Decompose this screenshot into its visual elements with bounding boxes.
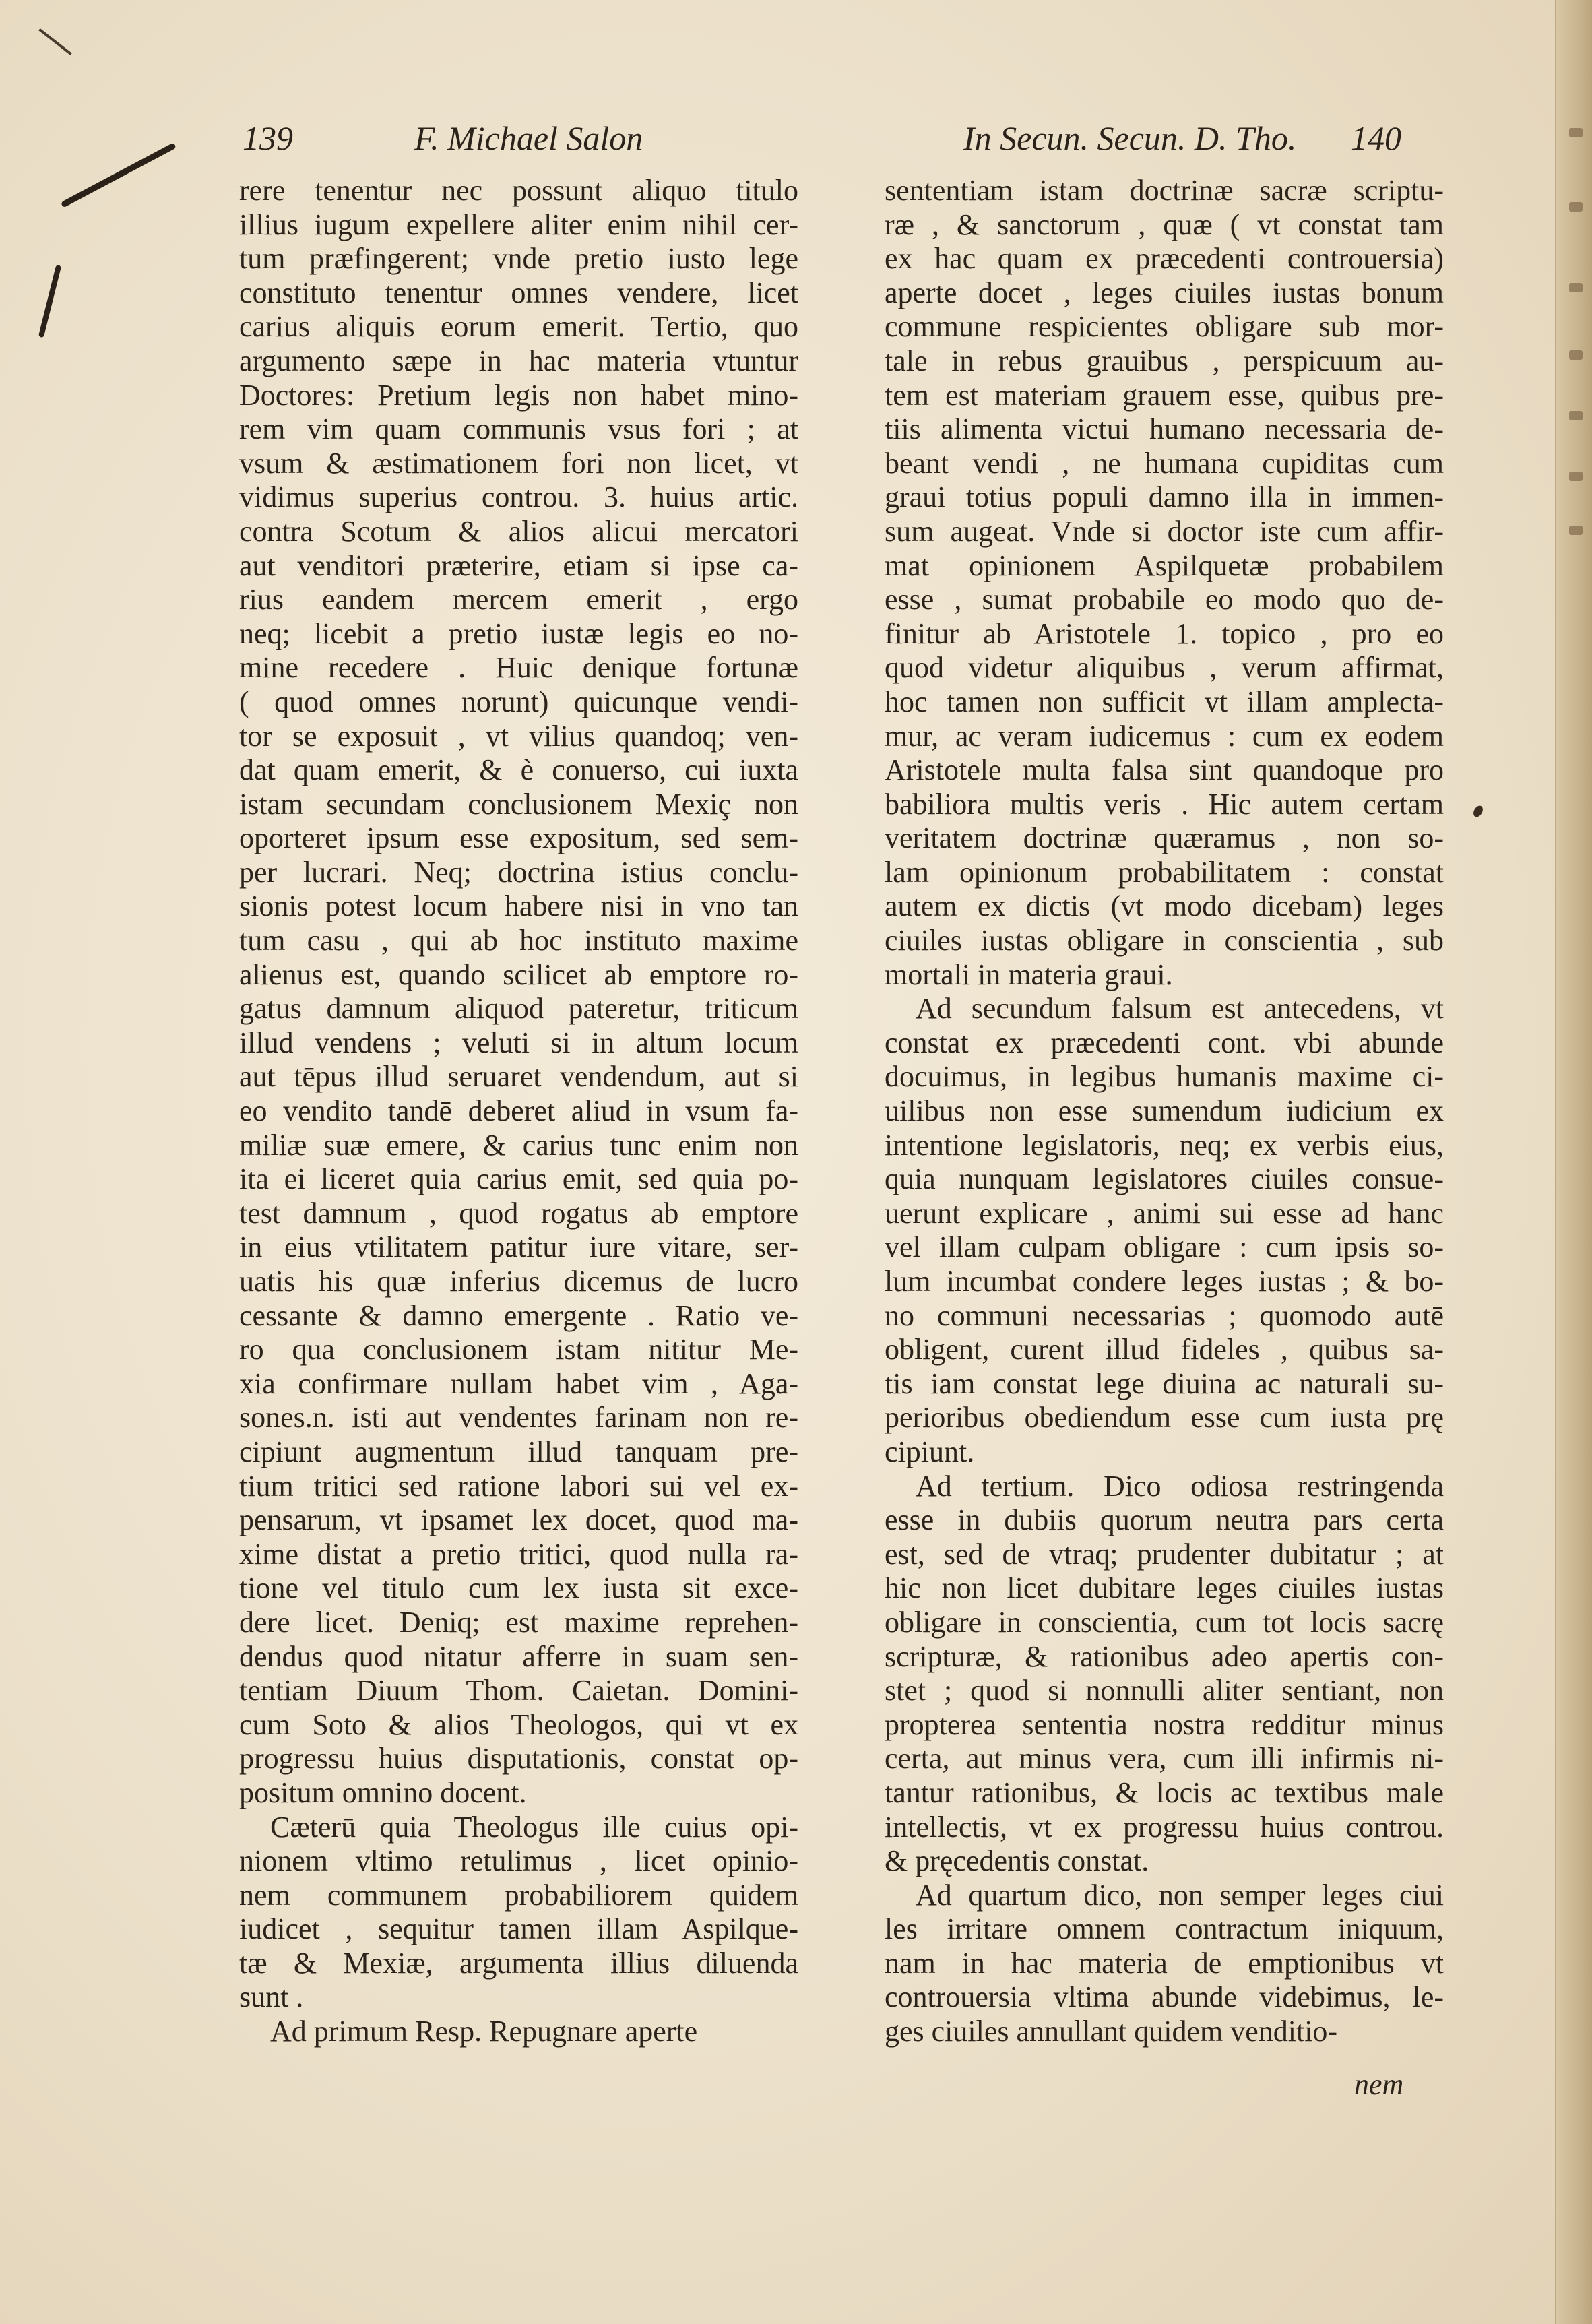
text-line: nem communem probabiliorem quidem (239, 1878, 798, 1912)
text-line: ciuiles iustas obligare in conscientia , sub (885, 924, 1444, 957)
text-line: pensarum, vt ipsamet lex docet, quod ma- (239, 1503, 798, 1537)
text-line: sunt . (239, 1980, 304, 2014)
text-line: tum præfingerent; vnde pretio iusto lege (239, 242, 798, 276)
text-line: perioribus obediendum esse cum iusta prę (885, 1401, 1444, 1435)
text-line: sum augeat. Vnde si doctor iste cum affir- (885, 514, 1444, 548)
left-page-number: 139 (243, 119, 293, 157)
text-line: nionem vltimo retulimus , licet opinio- (239, 1844, 798, 1878)
text-line: cipiunt augmentum illud tanquam pre- (239, 1435, 798, 1468)
text-line: tor se exposuit , vt vilius quandoq; ven- (239, 719, 798, 753)
text-line: tum casu , qui ab hoc instituto maxime (239, 924, 798, 957)
text-line: vsum & æstimationem fori non licet, vt (239, 446, 798, 480)
text-line: oporteret ipsum esse expositum, sed sem- (239, 821, 798, 855)
text-line: rere tenentur nec possunt aliquo titulo (239, 174, 798, 207)
text-line: finitur ab Aristotele 1. topico , pro eo (885, 617, 1444, 650)
text-line: mortali in materia graui. (885, 957, 1173, 991)
text-line: illud vendens ; veluti si in altum locum (239, 1026, 798, 1059)
edge-text-fragment (1569, 526, 1583, 535)
text-line: neq; licebit a pretio iustæ legis eo no- (239, 617, 798, 650)
text-line: uatis his quæ inferius dicemus de lucro (239, 1265, 798, 1298)
text-line: carius aliquis eorum emerit. Tertio, quo (239, 310, 798, 344)
text-line: quod videtur aliquibus , verum affirmat, (885, 651, 1444, 685)
text-line: tione vel titulo cum lex iusta sit exce- (239, 1571, 798, 1605)
text-line: Aristotele multa falsa sint quandoque pro (885, 753, 1444, 787)
text-line: intellectis, vt ex progressu huius controu. (885, 1810, 1444, 1844)
text-line: commune respicientes obligare sub mor- (885, 310, 1444, 344)
text-line: mur, ac veram iudicemus : cum ex eodem (885, 719, 1444, 753)
text-line: ræ , & sanctorum , quæ ( vt constat tam (885, 208, 1444, 241)
edge-text-fragment (1569, 128, 1583, 137)
text-line: Ad secundum falsum est antecedens, vt (916, 992, 1444, 1026)
text-line: test damnum , quod rogatus ab emptore (239, 1196, 798, 1230)
edge-text-fragment (1569, 350, 1583, 360)
text-line: veritatem doctrinæ quæramus , non so- (885, 821, 1444, 855)
text-line: tiis alimenta victui humano necessaria de- (885, 412, 1444, 446)
text-line: dat quam emerit, & è conuerso, cui iuxta (239, 753, 798, 787)
text-line: tentiam Diuum Thom. Caietan. Domini- (239, 1674, 798, 1707)
text-line: tale in rebus grauibus , perspicuum au- (885, 344, 1444, 377)
text-line: sones.n. isti aut vendentes farinam non re- (239, 1401, 798, 1435)
text-line: ges ciuiles annullant quidem venditio- (885, 2015, 1338, 2048)
text-line: esse , sumat probabile eo modo quo de- (885, 583, 1444, 617)
text-line: tem est materiam grauem esse, quibus pre- (885, 378, 1444, 412)
text-line: illius iugum expellere aliter enim nihil cer- (239, 208, 798, 241)
text-line: ( quod omnes norunt) quicunque vendi- (239, 685, 798, 718)
text-line: uerunt explicare , animi sui esse ad hanc (885, 1196, 1444, 1230)
text-line: rem vim quam communis vsus fori ; at (239, 412, 798, 446)
text-line: Ad tertium. Dico odiosa restringenda (916, 1469, 1444, 1503)
text-line: tis iam constat lege diuina ac naturali su- (885, 1367, 1444, 1400)
text-line: cum Soto & alios Theologos, qui vt ex (239, 1707, 798, 1741)
text-line: argumento sæpe in hac materia vtuntur (239, 344, 798, 377)
text-line: aut tēpus illud seruaret vendendum, aut si (239, 1060, 798, 1094)
text-line: tantur rationibus, & locis ac textibus male (885, 1776, 1444, 1809)
edge-text-fragment (1569, 472, 1583, 481)
text-line: Ad quartum dico, non semper leges ciui (916, 1878, 1444, 1912)
catchword: nem (1354, 2068, 1404, 2101)
text-line: ita ei liceret quia carius emit, sed quia po- (239, 1162, 798, 1196)
text-line: istam secundam conclusionem Mexiç non (239, 787, 798, 821)
text-line: no communi necessarias ; quomodo autē (885, 1298, 1444, 1332)
text-line: mat opinionem Aspilquetæ probabilem (885, 548, 1444, 582)
text-line: babiliora multis veris . Hic autem certam (885, 787, 1444, 821)
right-running-title: In Secun. Secun. D. Tho. (963, 119, 1297, 157)
text-line: obligent, curent illud fideles , quibus sa- (885, 1333, 1444, 1367)
text-line: autem ex dictis (vt modo dicebam) leges (885, 889, 1444, 923)
text-line: vidimus superius controu. 3. huius artic. (239, 480, 798, 514)
text-line: alienus est, quando scilicet ab emptore ro- (239, 957, 798, 991)
text-line: xime distat a pretio tritici, quod nulla ra- (239, 1537, 798, 1571)
text-line: controuersia vltima abunde videbimus, le- (885, 1980, 1444, 2014)
text-line: aut venditori præterire, etiam si ipse ca- (239, 548, 798, 582)
text-line: eo vendito tandē deberet aliud in vsum fa- (239, 1094, 798, 1128)
text-line: sionis potest locum habere nisi in vno tan (239, 889, 798, 923)
text-line: lam opinionum probabilitatem : constat (885, 855, 1444, 889)
text-line: stet ; quod si nonnulli aliter sentiant, non (885, 1674, 1444, 1707)
text-line: dendus quod nitatur afferre in suam sen- (239, 1639, 798, 1673)
text-line: hic non licet dubitare leges ciuiles iustas (885, 1571, 1444, 1605)
text-line: mine recedere . Huic denique fortunæ (239, 651, 798, 685)
text-line: nam in hac materia de emptionibus vt (885, 1946, 1444, 1980)
text-line: in eius vtilitatem patitur iure vitare, ser- (239, 1230, 798, 1264)
text-line: rius eandem mercem emerit , ergo (239, 583, 798, 617)
text-line: esse in dubiis quorum neutra pars certa (885, 1503, 1444, 1537)
text-line: tæ & Mexiæ, argumenta illius diluenda (239, 1946, 798, 1980)
adjacent-page-edge (1555, 0, 1592, 2324)
edge-text-fragment (1569, 283, 1583, 292)
right-page-number: 140 (1351, 119, 1401, 157)
text-line: iudicet , sequitur tamen illam Aspilque- (239, 1912, 798, 1946)
text-line: contra Scotum & alios alicui mercatori (239, 514, 798, 548)
left-text-column (239, 174, 798, 2049)
text-line: intentione legislatoris, neq; ex verbis eius, (885, 1128, 1444, 1162)
text-line: Cæterū quia Theologus ille cuius opi- (270, 1810, 798, 1844)
text-line: Ad primum Resp. Repugnare aperte (270, 2015, 698, 2048)
ink-stroke-mark-small (38, 265, 61, 338)
text-line: sententiam istam doctrinæ sacræ scriptu- (885, 174, 1444, 207)
text-line: beant vendi , ne humana cupiditas cum (885, 446, 1444, 480)
text-line: dere licet. Deniq; est maxime reprehen- (239, 1605, 798, 1639)
ink-stroke-mark (61, 142, 177, 208)
text-line: & pręcedentis constat. (885, 1844, 1149, 1878)
text-line: tium tritici sed ratione labori sui vel ex- (239, 1469, 798, 1503)
text-line: vel illam culpam obligare : cum ipsis so- (885, 1230, 1444, 1264)
edge-text-fragment (1569, 411, 1583, 420)
margin-mark (38, 28, 72, 55)
text-line: ex hac quam ex præcedenti controuersia) (885, 242, 1444, 276)
ink-blot (1471, 804, 1484, 819)
text-line: docuimus, in legibus humanis maxime ci- (885, 1060, 1444, 1094)
text-line: propterea sententia nostra redditur minus (885, 1707, 1444, 1741)
text-line: scripturæ, & rationibus adeo apertis con- (885, 1639, 1444, 1673)
edge-text-fragment (1569, 202, 1583, 212)
text-line: les irritare omnem contractum iniquum, (885, 1912, 1444, 1946)
text-line: cessante & damno emergente . Ratio ve- (239, 1298, 798, 1332)
text-line: aperte docet , leges ciuiles iustas bonum (885, 276, 1444, 309)
text-line: quia nunquam legislatores ciuiles consue- (885, 1162, 1444, 1196)
text-line: hoc tamen non sufficit vt illam amplecta- (885, 685, 1444, 718)
text-line: miliæ suæ emere, & carius tunc enim non (239, 1128, 798, 1162)
text-line: cipiunt. (885, 1435, 975, 1468)
right-text-column (885, 174, 1444, 2049)
text-line: constituto tenentur omnes vendere, licet (239, 276, 798, 309)
text-line: per lucrari. Neq; doctrina istius conclu- (239, 855, 798, 889)
text-line: Doctores: Pretium legis non habet mino- (239, 378, 798, 412)
text-line: xia confirmare nullam habet vim , Aga- (239, 1367, 798, 1400)
text-line: gatus damnum aliquod pateretur, triticum (239, 992, 798, 1026)
text-line: obligare in conscientia, cum tot locis sacrę (885, 1605, 1444, 1639)
text-line: uilibus non esse sumendum iudicium ex (885, 1094, 1444, 1128)
text-line: certa, aut minus vera, cum illi infirmis ni- (885, 1742, 1444, 1776)
text-line: lum incumbat condere leges iustas ; & bo- (885, 1265, 1444, 1298)
text-line: progressu huius disputationis, constat op- (239, 1742, 798, 1776)
text-line: graui totius populi damno illa in immen- (885, 480, 1444, 514)
text-line: constat ex præcedenti cont. vbi abunde (885, 1026, 1444, 1059)
running-header (243, 119, 1401, 166)
left-running-title: F. Michael Salon (414, 119, 643, 157)
text-line: positum omnino docent. (239, 1776, 527, 1809)
text-line: ro qua conclusionem istam nititur Me- (239, 1333, 798, 1367)
text-line: est, sed de vtraq; prudenter dubitatur ; at (885, 1537, 1444, 1571)
